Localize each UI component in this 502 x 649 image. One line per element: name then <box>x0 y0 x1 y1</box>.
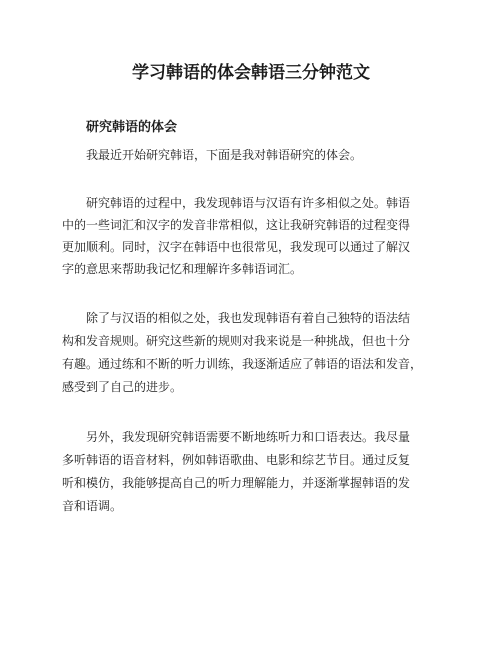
document-title: 学习韩语的体会韩语三分钟范文 <box>132 63 370 83</box>
paragraph-4-line-3: 听和模仿，我能够提高自己的听力理解能力，并逐渐掌握韩语的发 <box>62 476 411 490</box>
paragraph-4-line-1: 另外，我发现研究韩语需要不断地练听力和口语表达。我尽量 <box>86 430 411 444</box>
paragraph-4-line-4: 音和语调。 <box>62 499 123 513</box>
paragraph-2-line-2: 中的一些词汇和汉字的发音非常相似，这让我研究韩语的过程变得 <box>62 218 411 232</box>
paragraph-3-line-1: 除了与汉语的相似之处，我也发现韩语有着自己独特的语法结 <box>86 311 411 325</box>
paragraph-2-line-3: 更加顺利。同时，汉字在韩语中也很常见，我发现可以通过了解汉 <box>62 240 411 254</box>
paragraph-3-line-4: 感受到了自己的进步。 <box>62 380 183 394</box>
paragraph-2-line-4: 字的意思来帮助我记忆和理解许多韩语词汇。 <box>62 262 303 276</box>
paragraph-4-line-2: 多听韩语的语音材料，例如韩语歌曲、电影和综艺节目。通过反复 <box>62 453 411 467</box>
section-heading: 研究韩语的体会 <box>86 120 178 135</box>
paragraph-3-line-3: 有趣。通过练和不断的听力训练，我逐渐适应了韩语的语法和发音， <box>62 357 423 371</box>
paragraph-1-line-1: 我最近开始研究韩语，下面是我对韩语研究的体会。 <box>86 148 363 162</box>
paragraph-3-line-2: 构和发音规则。研究这些新的规则对我来说是一种挑战，但也十分 <box>62 334 411 348</box>
paragraph-2-line-1: 研究韩语的过程中，我发现韩语与汉语有许多相似之处。韩语 <box>86 196 411 210</box>
